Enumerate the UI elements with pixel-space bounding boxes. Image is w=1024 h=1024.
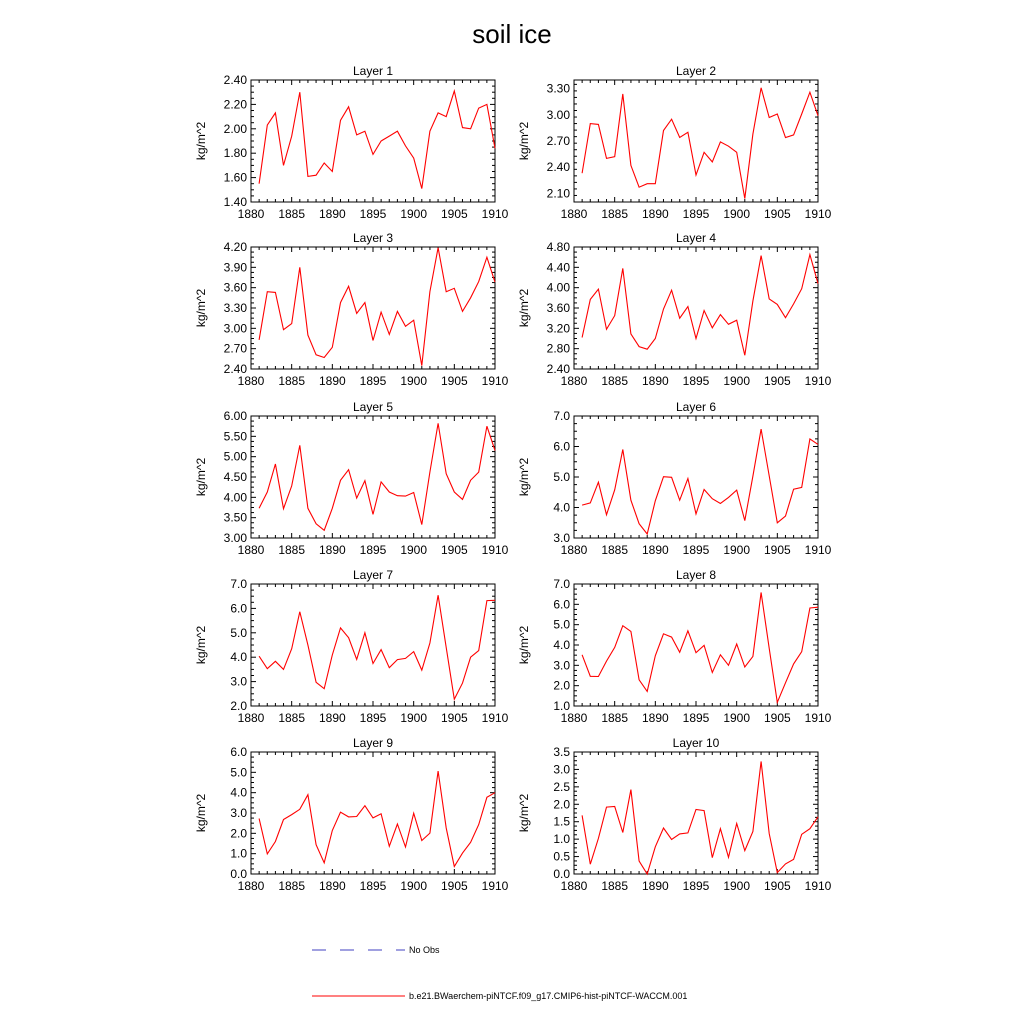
y-tick-label: 1.80 (223, 146, 247, 161)
x-tick-label: 1895 (682, 711, 710, 725)
y-tick-label: 2.20 (223, 97, 247, 112)
y-tick-label: 6.0 (553, 597, 570, 612)
panels (194, 64, 832, 893)
panel-title: Layer 2 (675, 64, 717, 78)
x-tick-label: 1910 (481, 207, 509, 221)
y-tick-label: 3.0 (230, 674, 247, 689)
y-tick-label: 6.0 (553, 439, 570, 454)
series-line (582, 255, 818, 356)
x-tick-label: 1885 (278, 711, 306, 725)
y-tick-label: 4.50 (223, 470, 247, 484)
y-axis-label: kg/m^2 (517, 457, 531, 497)
y-tick-label: 1.0 (553, 699, 570, 713)
x-tick-label: 1890 (641, 879, 669, 893)
y-tick-label: 5.50 (223, 429, 247, 444)
y-tick-label: 2.0 (553, 678, 570, 693)
x-tick-label: 1885 (601, 879, 629, 893)
legend (312, 945, 687, 1001)
y-tick-label: 6.0 (230, 745, 247, 759)
panel-title: Layer 6 (675, 400, 717, 414)
panel-title: Layer 9 (352, 736, 394, 750)
y-tick-label: 3.0 (230, 806, 247, 820)
y-tick-label: 1.5 (553, 814, 570, 829)
x-tick-label: 1910 (804, 207, 832, 221)
x-tick-label: 1900 (400, 374, 428, 388)
y-axis-label: kg/m^2 (517, 625, 531, 665)
panel-layer-1 (194, 64, 509, 221)
x-tick-label: 1895 (359, 374, 387, 388)
x-tick-label: 1910 (481, 711, 509, 725)
y-tick-label: 2.40 (223, 362, 247, 376)
x-tick-label: 1910 (804, 374, 832, 388)
x-tick-label: 1880 (560, 374, 588, 388)
y-tick-label: 1.60 (223, 170, 247, 185)
y-tick-label: 3.00 (223, 321, 247, 336)
panel-title: Layer 10 (672, 736, 720, 750)
panel-title: Layer 5 (352, 400, 394, 414)
y-tick-label: 0.5 (553, 849, 570, 864)
y-tick-label: 3.00 (223, 531, 247, 545)
panel-layer-8 (517, 568, 832, 725)
y-tick-label: 3.30 (223, 301, 247, 315)
x-tick-label: 1890 (641, 207, 669, 221)
x-tick-label: 1905 (763, 711, 791, 725)
x-tick-label: 1900 (723, 543, 751, 557)
x-tick-label: 1885 (278, 207, 306, 221)
series-line (582, 88, 818, 199)
legend-series-label: b.e21.BWaerchem-piNTCF.f09_g17.CMIP6-hist-piNTCF-WACCM.001 (409, 991, 688, 1001)
y-tick-label: 1.0 (553, 832, 570, 847)
y-axis-label: kg/m^2 (194, 625, 208, 665)
x-tick-label: 1900 (723, 879, 751, 893)
x-tick-label: 1900 (400, 207, 428, 221)
y-tick-label: 3.0 (553, 531, 570, 545)
x-tick-label: 1885 (601, 374, 629, 388)
y-tick-label: 2.0 (553, 797, 570, 812)
y-axis-label: kg/m^2 (194, 457, 208, 497)
x-tick-label: 1890 (318, 879, 346, 893)
y-axis-label: kg/m^2 (194, 121, 208, 161)
x-tick-label: 1900 (723, 711, 751, 725)
panel-title: Layer 4 (675, 231, 717, 245)
panel-title: Layer 3 (352, 231, 394, 245)
y-tick-label: 0.0 (230, 867, 247, 881)
y-tick-label: 4.0 (230, 785, 247, 800)
y-tick-label: 7.0 (553, 577, 570, 591)
y-tick-label: 2.70 (223, 341, 247, 356)
plot-frame (251, 584, 495, 706)
x-tick-label: 1880 (237, 879, 265, 893)
y-tick-label: 3.5 (553, 745, 570, 759)
x-tick-label: 1895 (682, 543, 710, 557)
y-tick-label: 2.0 (230, 826, 247, 841)
x-tick-label: 1880 (560, 207, 588, 221)
y-tick-label: 3.20 (546, 321, 570, 336)
x-tick-label: 1910 (804, 543, 832, 557)
x-tick-label: 1885 (601, 207, 629, 221)
y-tick-label: 2.40 (546, 362, 570, 376)
y-tick-label: 3.50 (223, 510, 247, 525)
x-tick-label: 1885 (278, 879, 306, 893)
y-tick-label: 3.30 (546, 81, 570, 96)
x-tick-label: 1880 (560, 879, 588, 893)
y-tick-label: 5.0 (230, 765, 247, 780)
x-tick-label: 1895 (359, 879, 387, 893)
x-tick-label: 1885 (278, 543, 306, 557)
plot-frame (251, 247, 495, 369)
x-tick-label: 1885 (601, 543, 629, 557)
y-tick-label: 2.5 (553, 779, 570, 794)
y-tick-label: 2.10 (546, 186, 570, 201)
series-line (259, 248, 495, 366)
x-tick-label: 1880 (237, 207, 265, 221)
panel-layer-6 (517, 400, 832, 557)
x-tick-label: 1905 (440, 374, 468, 388)
y-tick-label: 1.0 (230, 846, 247, 861)
plot-frame (574, 247, 818, 369)
x-tick-label: 1885 (601, 711, 629, 725)
y-tick-label: 7.0 (230, 577, 247, 591)
plot-frame (251, 416, 495, 538)
x-tick-label: 1880 (237, 543, 265, 557)
x-tick-label: 1910 (481, 879, 509, 893)
x-tick-label: 1895 (682, 374, 710, 388)
x-tick-label: 1890 (641, 711, 669, 725)
x-tick-label: 1895 (682, 879, 710, 893)
plot-frame (574, 752, 818, 874)
x-tick-label: 1880 (237, 374, 265, 388)
y-tick-label: 3.90 (223, 260, 247, 275)
x-tick-label: 1905 (763, 543, 791, 557)
y-tick-label: 5.0 (553, 470, 570, 484)
y-tick-label: 5.0 (553, 617, 570, 632)
x-tick-label: 1890 (641, 374, 669, 388)
y-tick-label: 6.00 (223, 409, 247, 423)
x-tick-label: 1895 (359, 207, 387, 221)
y-tick-label: 3.60 (223, 280, 247, 295)
x-tick-label: 1905 (440, 879, 468, 893)
y-tick-label: 4.00 (223, 490, 247, 505)
y-tick-label: 2.00 (223, 121, 247, 136)
panel-layer-5 (194, 400, 509, 557)
y-tick-label: 4.40 (546, 260, 570, 275)
x-tick-label: 1905 (763, 207, 791, 221)
x-tick-label: 1900 (400, 543, 428, 557)
y-tick-label: 7.0 (553, 409, 570, 423)
series-line (582, 761, 818, 874)
series-line (259, 423, 495, 530)
y-tick-label: 4.0 (553, 500, 570, 515)
panel-title: Layer 7 (352, 568, 394, 582)
series-line (582, 429, 818, 534)
y-tick-label: 6.0 (230, 601, 247, 616)
y-tick-label: 3.00 (546, 107, 570, 122)
y-tick-label: 4.0 (230, 650, 247, 665)
panel-layer-9 (194, 736, 509, 893)
y-tick-label: 4.00 (546, 280, 570, 295)
x-tick-label: 1880 (237, 711, 265, 725)
y-tick-label: 5.00 (223, 449, 247, 464)
panel-layer-10 (517, 736, 832, 893)
panel-layer-7 (194, 568, 509, 725)
y-axis-label: kg/m^2 (517, 121, 531, 161)
x-tick-label: 1880 (560, 543, 588, 557)
y-tick-label: 3.60 (546, 301, 570, 315)
y-tick-label: 3.0 (553, 658, 570, 673)
x-tick-label: 1885 (278, 374, 306, 388)
y-tick-label: 2.0 (230, 699, 247, 713)
y-tick-label: 2.40 (546, 160, 570, 175)
panel-title: Layer 1 (352, 64, 394, 78)
plot-frame (251, 752, 495, 874)
x-tick-label: 1905 (763, 374, 791, 388)
figure-title: soil ice (472, 19, 552, 49)
x-tick-label: 1880 (560, 711, 588, 725)
series-line (259, 595, 495, 699)
x-tick-label: 1900 (400, 879, 428, 893)
y-tick-label: 4.0 (553, 638, 570, 652)
x-tick-label: 1910 (481, 374, 509, 388)
y-tick-label: 2.40 (223, 73, 247, 87)
x-tick-label: 1895 (359, 543, 387, 557)
y-tick-label: 4.80 (546, 240, 570, 254)
y-axis-label: kg/m^2 (194, 288, 208, 328)
series-line (259, 91, 495, 189)
legend-noobs-label: No Obs (409, 945, 440, 955)
plot-frame (251, 80, 495, 202)
x-tick-label: 1890 (641, 543, 669, 557)
x-tick-label: 1890 (318, 711, 346, 725)
y-axis-label: kg/m^2 (517, 288, 531, 328)
y-tick-label: 2.70 (546, 134, 570, 148)
panel-title: Layer 8 (675, 568, 717, 582)
x-tick-label: 1895 (359, 711, 387, 725)
panel-layer-2 (517, 64, 832, 221)
x-tick-label: 1890 (318, 207, 346, 221)
x-tick-label: 1905 (440, 207, 468, 221)
x-tick-label: 1910 (804, 879, 832, 893)
x-tick-label: 1910 (804, 711, 832, 725)
y-tick-label: 5.0 (230, 625, 247, 640)
x-tick-label: 1905 (440, 711, 468, 725)
y-tick-label: 4.20 (223, 240, 247, 254)
y-tick-label: 2.80 (546, 341, 570, 356)
x-tick-label: 1895 (682, 207, 710, 221)
plot-frame (574, 584, 818, 706)
series-line (582, 593, 818, 703)
panel-layer-3 (194, 231, 509, 388)
y-tick-label: 3.0 (553, 762, 570, 777)
x-tick-label: 1900 (400, 711, 428, 725)
x-tick-label: 1890 (318, 374, 346, 388)
panel-layer-4 (517, 231, 832, 388)
y-tick-label: 0.0 (553, 867, 570, 881)
x-tick-label: 1900 (723, 374, 751, 388)
x-tick-label: 1905 (763, 879, 791, 893)
x-tick-label: 1890 (318, 543, 346, 557)
x-tick-label: 1910 (481, 543, 509, 557)
series-line (259, 771, 495, 866)
x-tick-label: 1900 (723, 207, 751, 221)
y-tick-label: 1.40 (223, 195, 247, 209)
y-axis-label: kg/m^2 (194, 793, 208, 833)
x-tick-label: 1905 (440, 543, 468, 557)
y-axis-label: kg/m^2 (517, 793, 531, 833)
plot-frame (574, 80, 818, 202)
